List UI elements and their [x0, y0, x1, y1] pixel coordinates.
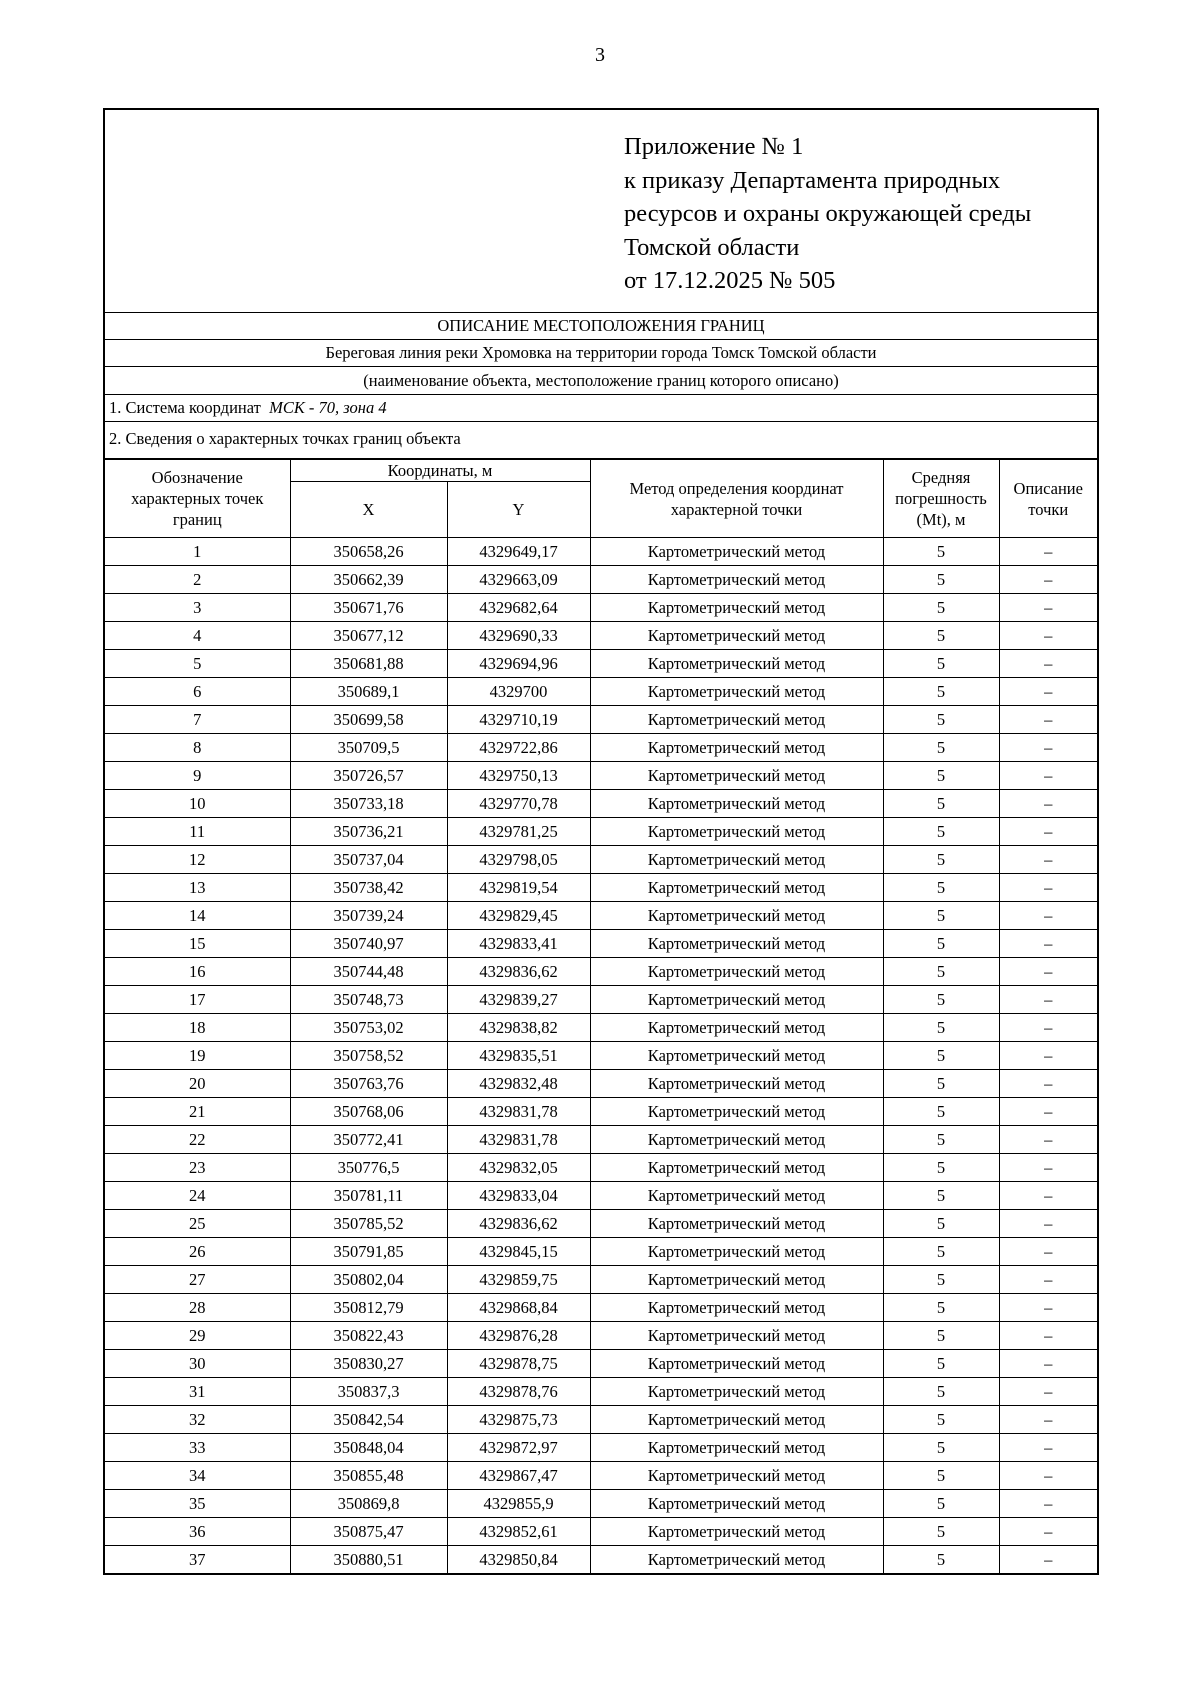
point-number: 10 [105, 790, 290, 818]
point-number: 25 [105, 1210, 290, 1238]
point-description: – [999, 1266, 1097, 1294]
point-x: 350737,04 [290, 846, 447, 874]
point-description: – [999, 706, 1097, 734]
point-description: – [999, 1014, 1097, 1042]
table-row [105, 818, 1097, 846]
point-x: 350830,27 [290, 1350, 447, 1378]
point-number: 16 [105, 958, 290, 986]
point-description: – [999, 1546, 1097, 1574]
appendix-title: Приложение № 1 [624, 133, 804, 160]
point-accuracy: 5 [883, 1462, 999, 1490]
point-description: – [999, 1378, 1097, 1406]
point-y: 4329690,33 [447, 622, 590, 650]
point-x: 350776,5 [290, 1154, 447, 1182]
point-method: Картометрический метод [590, 1378, 883, 1406]
point-x: 350677,12 [290, 622, 447, 650]
point-accuracy: 5 [883, 538, 999, 566]
point-description: – [999, 1126, 1097, 1154]
point-x: 350758,52 [290, 1042, 447, 1070]
point-number: 20 [105, 1070, 290, 1098]
table-row [105, 1518, 1097, 1546]
point-number: 7 [105, 706, 290, 734]
point-accuracy: 5 [883, 1154, 999, 1182]
point-y: 4329872,97 [447, 1434, 590, 1462]
point-description: – [999, 1238, 1097, 1266]
point-number: 11 [105, 818, 290, 846]
point-method: Картометрический метод [590, 678, 883, 706]
point-method: Картометрический метод [590, 1434, 883, 1462]
point-method: Картометрический метод [590, 1294, 883, 1322]
point-number: 23 [105, 1154, 290, 1182]
point-y: 4329836,62 [447, 1210, 590, 1238]
point-number: 2 [105, 566, 290, 594]
point-method: Картометрический метод [590, 594, 883, 622]
point-number: 24 [105, 1182, 290, 1210]
point-y: 4329722,86 [447, 734, 590, 762]
point-number: 18 [105, 1014, 290, 1042]
point-y: 4329876,28 [447, 1322, 590, 1350]
point-description: – [999, 1210, 1097, 1238]
point-x: 350662,39 [290, 566, 447, 594]
point-y: 4329878,75 [447, 1350, 590, 1378]
point-description: – [999, 790, 1097, 818]
point-method: Картометрический метод [590, 1490, 883, 1518]
point-number: 30 [105, 1350, 290, 1378]
section-title: ОПИСАНИЕ МЕСТОПОЛОЖЕНИЯ ГРАНИЦ [105, 313, 1097, 340]
point-method: Картометрический метод [590, 650, 883, 678]
point-description: – [999, 622, 1097, 650]
table-row [105, 1462, 1097, 1490]
point-y: 4329839,27 [447, 986, 590, 1014]
col-header-x: X [290, 482, 447, 538]
point-x: 350763,76 [290, 1070, 447, 1098]
point-x: 350848,04 [290, 1434, 447, 1462]
point-accuracy: 5 [883, 958, 999, 986]
table-row [105, 1378, 1097, 1406]
col-header-accuracy: Средняя погрешность (Mt), м [883, 460, 999, 538]
table-row [105, 846, 1097, 874]
table-row [105, 1434, 1097, 1462]
point-method: Картометрический метод [590, 1182, 883, 1210]
table-row [105, 594, 1097, 622]
object-name: Береговая линия реки Хромовка на территории города Томск Томской области [105, 340, 1097, 367]
point-y: 4329833,41 [447, 930, 590, 958]
point-number: 33 [105, 1434, 290, 1462]
point-x: 350869,8 [290, 1490, 447, 1518]
point-y: 4329700 [447, 678, 590, 706]
table-row [105, 1350, 1097, 1378]
point-accuracy: 5 [883, 1070, 999, 1098]
point-description: – [999, 538, 1097, 566]
point-x: 350709,5 [290, 734, 447, 762]
point-method: Картометрический метод [590, 1406, 883, 1434]
point-accuracy: 5 [883, 1434, 999, 1462]
point-number: 9 [105, 762, 290, 790]
point-number: 14 [105, 902, 290, 930]
point-method: Картометрический метод [590, 874, 883, 902]
point-description: – [999, 734, 1097, 762]
point-method: Картометрический метод [590, 1238, 883, 1266]
point-accuracy: 5 [883, 762, 999, 790]
point-y: 4329878,76 [447, 1378, 590, 1406]
point-description: – [999, 846, 1097, 874]
point-x: 350880,51 [290, 1546, 447, 1574]
point-description: – [999, 1042, 1097, 1070]
point-number: 17 [105, 986, 290, 1014]
boundary-points-body [105, 538, 1097, 1574]
point-description: – [999, 1322, 1097, 1350]
point-method: Картометрический метод [590, 1154, 883, 1182]
point-number: 36 [105, 1518, 290, 1546]
table-row [105, 1294, 1097, 1322]
boundary-points-table [105, 459, 1097, 1573]
point-method: Картометрический метод [590, 1042, 883, 1070]
point-description: – [999, 1294, 1097, 1322]
point-number: 22 [105, 1126, 290, 1154]
table-row [105, 622, 1097, 650]
point-y: 4329781,25 [447, 818, 590, 846]
point-accuracy: 5 [883, 734, 999, 762]
table-row [105, 1266, 1097, 1294]
point-method: Картометрический метод [590, 846, 883, 874]
point-description: – [999, 678, 1097, 706]
point-accuracy: 5 [883, 930, 999, 958]
point-y: 4329710,19 [447, 706, 590, 734]
point-method: Картометрический метод [590, 706, 883, 734]
point-x: 350744,48 [290, 958, 447, 986]
point-y: 4329832,48 [447, 1070, 590, 1098]
point-number: 31 [105, 1378, 290, 1406]
table-row [105, 1014, 1097, 1042]
point-y: 4329868,84 [447, 1294, 590, 1322]
point-number: 27 [105, 1266, 290, 1294]
point-number: 13 [105, 874, 290, 902]
object-caption: (наименование объекта, местоположение границ которого описано) [105, 367, 1097, 395]
point-description: – [999, 566, 1097, 594]
point-accuracy: 5 [883, 846, 999, 874]
point-accuracy: 5 [883, 1210, 999, 1238]
point-y: 4329836,62 [447, 958, 590, 986]
table-row [105, 566, 1097, 594]
table-row [105, 986, 1097, 1014]
table-row [105, 1322, 1097, 1350]
point-x: 350875,47 [290, 1518, 447, 1546]
point-x: 350681,88 [290, 650, 447, 678]
point-method: Картометрический метод [590, 1518, 883, 1546]
point-description: – [999, 1098, 1097, 1126]
point-x: 350791,85 [290, 1238, 447, 1266]
point-y: 4329829,45 [447, 902, 590, 930]
point-accuracy: 5 [883, 1126, 999, 1154]
document-frame [103, 108, 1099, 1575]
point-accuracy: 5 [883, 1490, 999, 1518]
point-y: 4329850,84 [447, 1546, 590, 1574]
col-header-description: Описание точки [999, 460, 1097, 538]
table-row [105, 902, 1097, 930]
point-accuracy: 5 [883, 1014, 999, 1042]
appendix-date-line: от 17.12.2025 № 505 [624, 267, 836, 294]
point-y: 4329831,78 [447, 1126, 590, 1154]
point-y: 4329852,61 [447, 1518, 590, 1546]
table-row [105, 650, 1097, 678]
point-method: Картометрический метод [590, 930, 883, 958]
appendix-region-line: Томской области [624, 233, 800, 261]
point-x: 350740,97 [290, 930, 447, 958]
table-row [105, 1154, 1097, 1182]
table-row [105, 1126, 1097, 1154]
point-accuracy: 5 [883, 902, 999, 930]
point-accuracy: 5 [883, 986, 999, 1014]
table-row [105, 1546, 1097, 1574]
page-number: 3 [595, 44, 605, 66]
col-header-method: Метод определения координат характерной точки [590, 460, 883, 538]
table-row [105, 874, 1097, 902]
point-description: – [999, 762, 1097, 790]
point-y: 4329663,09 [447, 566, 590, 594]
table-row [105, 1182, 1097, 1210]
point-accuracy: 5 [883, 874, 999, 902]
point-method: Картометрический метод [590, 1322, 883, 1350]
point-x: 350812,79 [290, 1294, 447, 1322]
point-accuracy: 5 [883, 818, 999, 846]
point-accuracy: 5 [883, 790, 999, 818]
point-description: – [999, 1070, 1097, 1098]
point-x: 350753,02 [290, 1014, 447, 1042]
point-x: 350736,21 [290, 818, 447, 846]
point-accuracy: 5 [883, 650, 999, 678]
table-row [105, 1070, 1097, 1098]
point-method: Картометрический метод [590, 622, 883, 650]
point-accuracy: 5 [883, 1546, 999, 1574]
point-method: Картометрический метод [590, 538, 883, 566]
point-x: 350837,3 [290, 1378, 447, 1406]
point-description: – [999, 1406, 1097, 1434]
point-accuracy: 5 [883, 1322, 999, 1350]
coordinate-system-value: МСК - 70, зона 4 [269, 398, 387, 417]
point-method: Картометрический метод [590, 1014, 883, 1042]
appendix-order-line: к приказу Департамента природных [624, 166, 1001, 194]
point-number: 19 [105, 1042, 290, 1070]
point-number: 37 [105, 1546, 290, 1574]
table-row [105, 1490, 1097, 1518]
point-method: Картометрический метод [590, 958, 883, 986]
point-accuracy: 5 [883, 594, 999, 622]
appendix-header-text [624, 130, 1031, 298]
coordinate-system-label: 1. Система координат [109, 398, 261, 417]
point-method: Картометрический метод [590, 818, 883, 846]
point-x: 350748,73 [290, 986, 447, 1014]
point-y: 4329798,05 [447, 846, 590, 874]
point-description: – [999, 594, 1097, 622]
point-y: 4329838,82 [447, 1014, 590, 1042]
point-x: 350781,11 [290, 1182, 447, 1210]
point-y: 4329835,51 [447, 1042, 590, 1070]
col-header-y: Y [447, 482, 590, 538]
point-accuracy: 5 [883, 678, 999, 706]
point-method: Картометрический метод [590, 1350, 883, 1378]
point-y: 4329855,9 [447, 1490, 590, 1518]
point-y: 4329867,47 [447, 1462, 590, 1490]
point-accuracy: 5 [883, 1294, 999, 1322]
point-method: Картометрический метод [590, 1126, 883, 1154]
point-number: 8 [105, 734, 290, 762]
point-accuracy: 5 [883, 1350, 999, 1378]
table-row [105, 762, 1097, 790]
point-x: 350772,41 [290, 1126, 447, 1154]
point-accuracy: 5 [883, 622, 999, 650]
point-y: 4329875,73 [447, 1406, 590, 1434]
point-description: – [999, 650, 1097, 678]
table-row [105, 958, 1097, 986]
table-row [105, 1406, 1097, 1434]
point-method: Картометрический метод [590, 790, 883, 818]
col-header-designation: Обозначение характерных точек границ [105, 460, 290, 538]
point-x: 350739,24 [290, 902, 447, 930]
point-description: – [999, 1490, 1097, 1518]
point-method: Картометрический метод [590, 1098, 883, 1126]
point-y: 4329649,17 [447, 538, 590, 566]
point-number: 28 [105, 1294, 290, 1322]
point-x: 350842,54 [290, 1406, 447, 1434]
point-x: 350671,76 [290, 594, 447, 622]
point-accuracy: 5 [883, 566, 999, 594]
table-row [105, 706, 1097, 734]
table-row [105, 1042, 1097, 1070]
point-description: – [999, 1182, 1097, 1210]
point-number: 1 [105, 538, 290, 566]
table-row [105, 1238, 1097, 1266]
point-method: Картометрический метод [590, 1462, 883, 1490]
point-y: 4329682,64 [447, 594, 590, 622]
point-number: 21 [105, 1098, 290, 1126]
point-number: 4 [105, 622, 290, 650]
point-x: 350733,18 [290, 790, 447, 818]
appendix-header [105, 110, 1097, 313]
point-y: 4329694,96 [447, 650, 590, 678]
point-x: 350855,48 [290, 1462, 447, 1490]
point-y: 4329845,15 [447, 1238, 590, 1266]
point-number: 29 [105, 1322, 290, 1350]
point-method: Картометрический метод [590, 1210, 883, 1238]
table-row [105, 1098, 1097, 1126]
point-description: – [999, 1462, 1097, 1490]
point-y: 4329750,13 [447, 762, 590, 790]
table-row [105, 930, 1097, 958]
point-description: – [999, 930, 1097, 958]
point-method: Картометрический метод [590, 1070, 883, 1098]
point-description: – [999, 986, 1097, 1014]
point-accuracy: 5 [883, 1098, 999, 1126]
table-row [105, 538, 1097, 566]
point-x: 350822,43 [290, 1322, 447, 1350]
point-number: 26 [105, 1238, 290, 1266]
point-number: 3 [105, 594, 290, 622]
point-accuracy: 5 [883, 1406, 999, 1434]
point-y: 4329833,04 [447, 1182, 590, 1210]
point-method: Картометрический метод [590, 566, 883, 594]
point-method: Картометрический метод [590, 902, 883, 930]
point-description: – [999, 818, 1097, 846]
point-accuracy: 5 [883, 1042, 999, 1070]
point-number: 15 [105, 930, 290, 958]
point-method: Картометрический метод [590, 762, 883, 790]
point-description: – [999, 1518, 1097, 1546]
point-method: Картометрический метод [590, 1266, 883, 1294]
point-accuracy: 5 [883, 1266, 999, 1294]
point-accuracy: 5 [883, 1182, 999, 1210]
point-number: 32 [105, 1406, 290, 1434]
table-row [105, 790, 1097, 818]
point-accuracy: 5 [883, 706, 999, 734]
col-header-coordinates: Координаты, м [290, 460, 590, 482]
points-heading: 2. Сведения о характерных точках границ объекта [105, 422, 1097, 459]
coordinate-system-row [105, 395, 1097, 422]
point-description: – [999, 1434, 1097, 1462]
point-description: – [999, 874, 1097, 902]
point-x: 350738,42 [290, 874, 447, 902]
table-row [105, 1210, 1097, 1238]
point-y: 4329859,75 [447, 1266, 590, 1294]
point-number: 5 [105, 650, 290, 678]
point-description: – [999, 902, 1097, 930]
point-y: 4329770,78 [447, 790, 590, 818]
point-description: – [999, 1154, 1097, 1182]
point-y: 4329831,78 [447, 1098, 590, 1126]
point-x: 350699,58 [290, 706, 447, 734]
point-number: 35 [105, 1490, 290, 1518]
point-y: 4329819,54 [447, 874, 590, 902]
point-method: Картометрический метод [590, 986, 883, 1014]
point-x: 350768,06 [290, 1098, 447, 1126]
point-number: 34 [105, 1462, 290, 1490]
point-description: – [999, 1350, 1097, 1378]
point-number: 6 [105, 678, 290, 706]
point-accuracy: 5 [883, 1378, 999, 1406]
point-x: 350726,57 [290, 762, 447, 790]
point-x: 350785,52 [290, 1210, 447, 1238]
point-method: Картометрический метод [590, 1546, 883, 1574]
point-accuracy: 5 [883, 1238, 999, 1266]
appendix-department-line: ресурсов и охраны окружающей среды [624, 200, 1032, 227]
point-y: 4329832,05 [447, 1154, 590, 1182]
point-number: 12 [105, 846, 290, 874]
point-description: – [999, 958, 1097, 986]
point-x: 350802,04 [290, 1266, 447, 1294]
point-x: 350658,26 [290, 538, 447, 566]
point-accuracy: 5 [883, 1518, 999, 1546]
table-row [105, 734, 1097, 762]
point-method: Картометрический метод [590, 734, 883, 762]
table-row [105, 678, 1097, 706]
point-x: 350689,1 [290, 678, 447, 706]
